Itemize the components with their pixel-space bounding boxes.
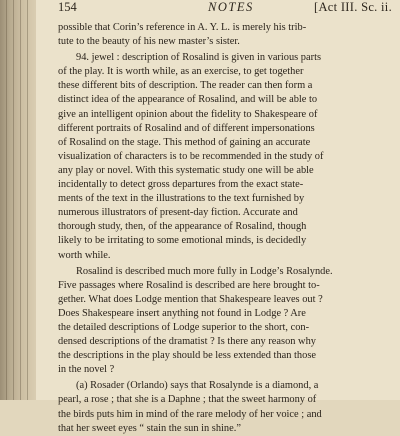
paragraph-rosader <box>58 379 398 435</box>
text-line: of the play. It is worth while, as an exercise, to get together <box>58 66 304 78</box>
book-gutter <box>0 0 40 400</box>
text-line: incidentally to detect gross departures from the exact state- <box>58 179 304 191</box>
page-number: 154 <box>58 0 77 14</box>
text-line: Rosalind is described much more fully in Lodge’s Rosalynde. <box>76 265 333 277</box>
text-line: of Rosalind on the stage. This method of gaining an accurate <box>58 136 311 148</box>
text-line: give an intelligent opinion about the fidelity to Shakespeare of <box>58 108 318 120</box>
text-line: likely to be irritating to some emotional minds, is decidedly <box>58 235 307 247</box>
text-line: the birds puts him in mind of the rare melody of her voice ; and <box>58 408 322 420</box>
text-line: the descriptions in the play should be less extended than those <box>58 350 316 362</box>
text-line: numerous illustrators of present-day fiction. Accurate and <box>58 207 298 219</box>
text-line: thorough study, then, of the appearance of Rosalind, though <box>58 221 307 233</box>
text-line: possible that Corin’s reference in A. Y. L. is merely his trib- <box>58 22 307 33</box>
text-line: that her sweet eyes “ stain the sun in shine.” <box>58 422 241 434</box>
running-header <box>58 0 396 16</box>
text-line: (a) Rosader (Orlando) says that Rosalynde is a diamond, a <box>76 380 319 392</box>
paragraph-lodge-description <box>58 265 398 378</box>
text-line: Does Shakespeare insert anything not found in Lodge ? Are <box>58 307 306 319</box>
running-title: NOTES <box>208 0 254 14</box>
text-line: the detailed descriptions of Lodge superior to the short, con- <box>58 321 310 333</box>
text-line: worth while. <box>58 249 111 261</box>
text-line: different portraits of Rosalind and of different impersonations <box>58 122 315 134</box>
text-line: any play or novel. With this systematic study one will be able <box>58 164 314 176</box>
text-line: these different bits of description. The reader can then form a <box>58 80 313 92</box>
text-line: pearl, a rose ; that she is a Daphne ; that the sweet harmony of <box>58 394 317 406</box>
paragraph-corin <box>58 21 398 49</box>
text-line: visualization of characters is to be recommended in the study of <box>58 150 324 162</box>
text-line: distinct idea of the appearance of Rosalind, and will be able to <box>58 94 318 106</box>
body-text <box>58 21 398 436</box>
section-reference: [Act III. Sc. ii. <box>314 0 392 14</box>
text-line: Five passages where Rosalind is described are here brought to- <box>58 279 320 291</box>
paragraph-jewel-note <box>58 51 398 262</box>
text-line: 94. jewel : description of Rosalind is given in various parts <box>76 52 322 64</box>
text-line: tute to the beauty of his new master’s sister. <box>58 36 240 48</box>
text-line: ments of the text in the illustrations to the text furnished by <box>58 193 305 205</box>
text-line: densed descriptions of the dramatist ? Is there any reason why <box>58 336 316 348</box>
text-line: in the novel ? <box>58 364 115 376</box>
text-line: gether. What does Lodge mention that Shakespeare leaves out ? <box>58 293 323 305</box>
